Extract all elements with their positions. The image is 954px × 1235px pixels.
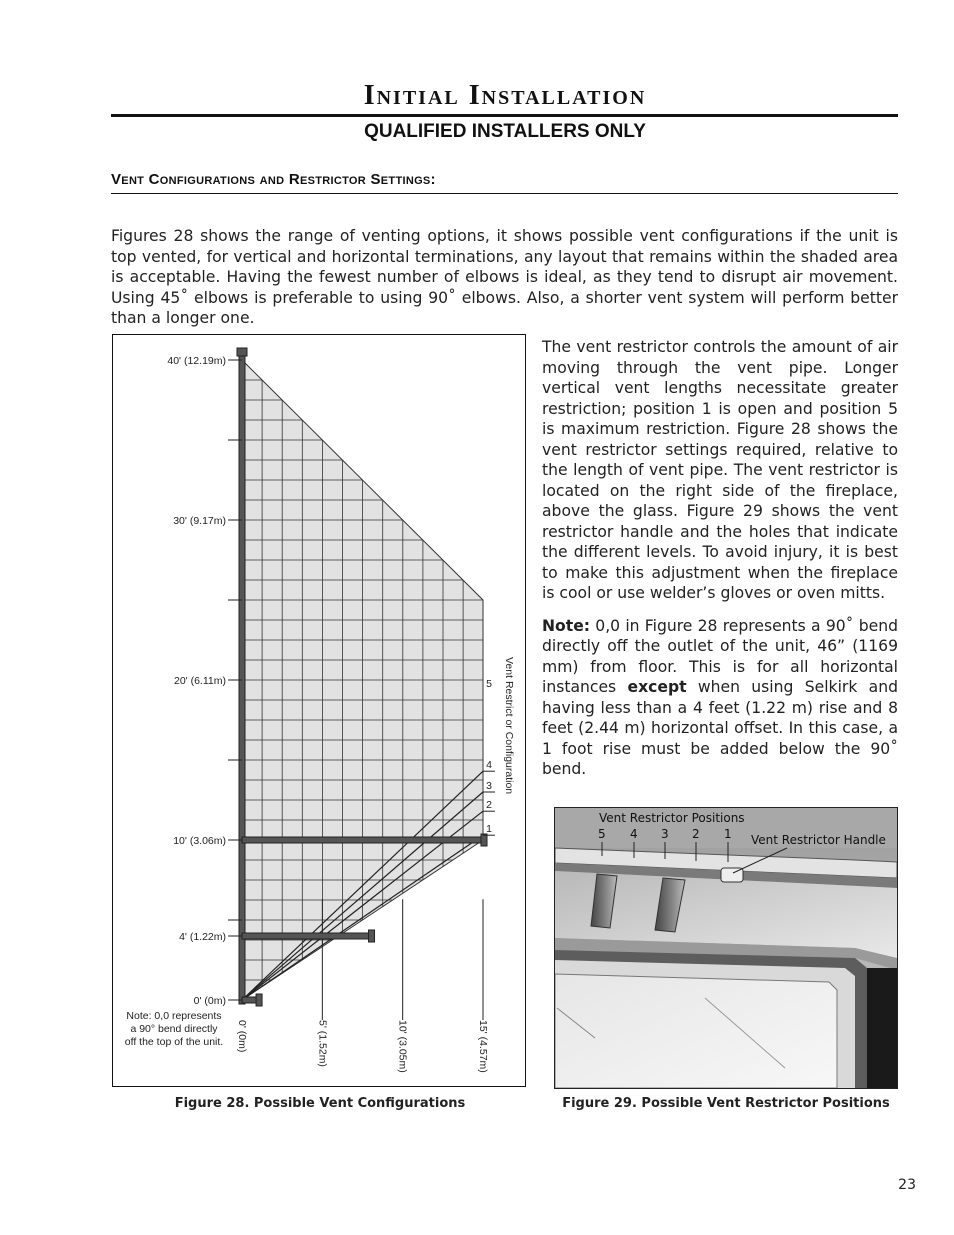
position-label-5: 5 [598,827,606,841]
horizontal-pipe-10ft-cap [481,834,487,846]
vertical-vent-pipe [239,354,245,1004]
restrictor-label-1: 1 [486,823,492,836]
origin-note-line: Note: 0,0 represents [126,1010,222,1022]
y-tick-label: 0' (0m) [193,995,226,1007]
restrictor-axis-label: Vent Restrict or Configuration [503,657,515,795]
restrictor-label-2: 2 [486,799,492,812]
position-label-4: 4 [630,827,638,841]
intro-paragraph: Figures 28 shows the range of venting options, it shows possible vent configurations if the unit is top vented, for vertical and horizontal terminations, any layout that remains within the shaded area is acceptable. Having the fewest number of elbows is ideal, as they tend to disrupt air movement. Using 45˚ elbows is preferable to using 90˚ elbows. Also, a shorter vent system will perform better than a longer one. [111,227,898,327]
x-tick-label: 15' (4.57m) [477,1020,489,1073]
position-label-2: 2 [692,827,700,841]
figure-28-caption: Figure 28. Possible Vent Configurations [174,1096,466,1111]
x-tick-label: 0' (0m) [236,1020,248,1053]
y-tick-label: 30' (9.17m) [173,515,226,527]
section-heading: Vent Configurations and Restrictor Settings: [111,171,436,188]
restrictor-label-4: 4 [486,759,492,772]
title-rule [111,114,898,117]
handle-label: Vent Restrictor Handle [751,833,886,847]
note-text-1: 0,0 in Figure 28 represents a 90˚ bend directly off the outlet of the unit, 46” (1169 mm) from floor. This is for all horizontal instances [542,616,898,696]
figure-28-chart [113,335,525,1086]
position-label-3: 3 [661,827,669,841]
origin-note-line: off the top of the unit. [124,1036,224,1048]
right-column-text [542,337,898,792]
note-emphasis: except [627,678,687,696]
restrictor-paragraph: The vent restrictor controls the amount of air moving through the vent pipe. Longer vertical vent lengths necessitate greater restriction; position 1 is open and position 5 is maximum restriction. Figure 28 shows the vent restrictor settings required, relative to the length of vent pipe. The vent restrictor is located on the right side of the fireplace, above the glass. Figure 29 shows the vent restrictor handle and the holes that indicate the different levels. To avoid injury, it is best to make this adjustment when the fireplace is cool or use welder’s gloves or oven mitts. [542,338,898,602]
horizontal-pipe-10ft [242,837,483,843]
position-label-1: 1 [724,827,732,841]
positions-title: Vent Restrictor Positions [599,811,745,825]
glass-panel [555,974,837,1088]
note-text-2: when using Selkirk and having less than a 4 feet (1.22 m) rise and 8 feet (2.44 m) horizontal offset. In this case, a 1 foot rise must be added below the 90˚ bend. [542,678,898,778]
restrictor-label-3: 3 [486,780,492,792]
figure-29-caption: Figure 29. Possible Vent Restrictor Positions [562,1096,890,1111]
horizontal-pipe-0ft-cap [256,994,262,1006]
section-rule [111,193,898,194]
origin-note [125,1010,223,1048]
origin-note-line: a 90° bend directly [130,1023,218,1035]
x-axis [236,1020,489,1073]
y-tick-label: 20' (6.11m) [174,675,226,687]
x-tick-label: 5' (1.52m) [316,1020,329,1067]
y-tick-label: 4' (1.22m) [179,931,226,943]
note-paragraph [542,616,898,780]
y-axis [167,355,242,1007]
side-panel [867,968,897,1088]
y-tick-label: 40' (12.19m) [167,355,226,367]
page-number: 23 [898,1177,916,1193]
x-tick-label: 10' (3.05m) [396,1020,409,1073]
horizontal-pipe-4ft-cap [369,930,375,942]
restrictor-illustration [555,808,897,1088]
page-subtitle: QUALIFIED INSTALLERS ONLY [364,121,646,142]
figure-29-photo [554,807,898,1089]
y-tick-label: 10' (3.06m) [173,835,226,847]
vertical-pipe-cap [237,348,247,356]
restrictor-label-5: 5 [486,678,492,691]
restrictor-positions [483,657,515,835]
horizontal-pipe-4ft [242,933,371,939]
note-label: Note: [542,616,591,635]
page-title: Initial Installation [363,80,647,111]
